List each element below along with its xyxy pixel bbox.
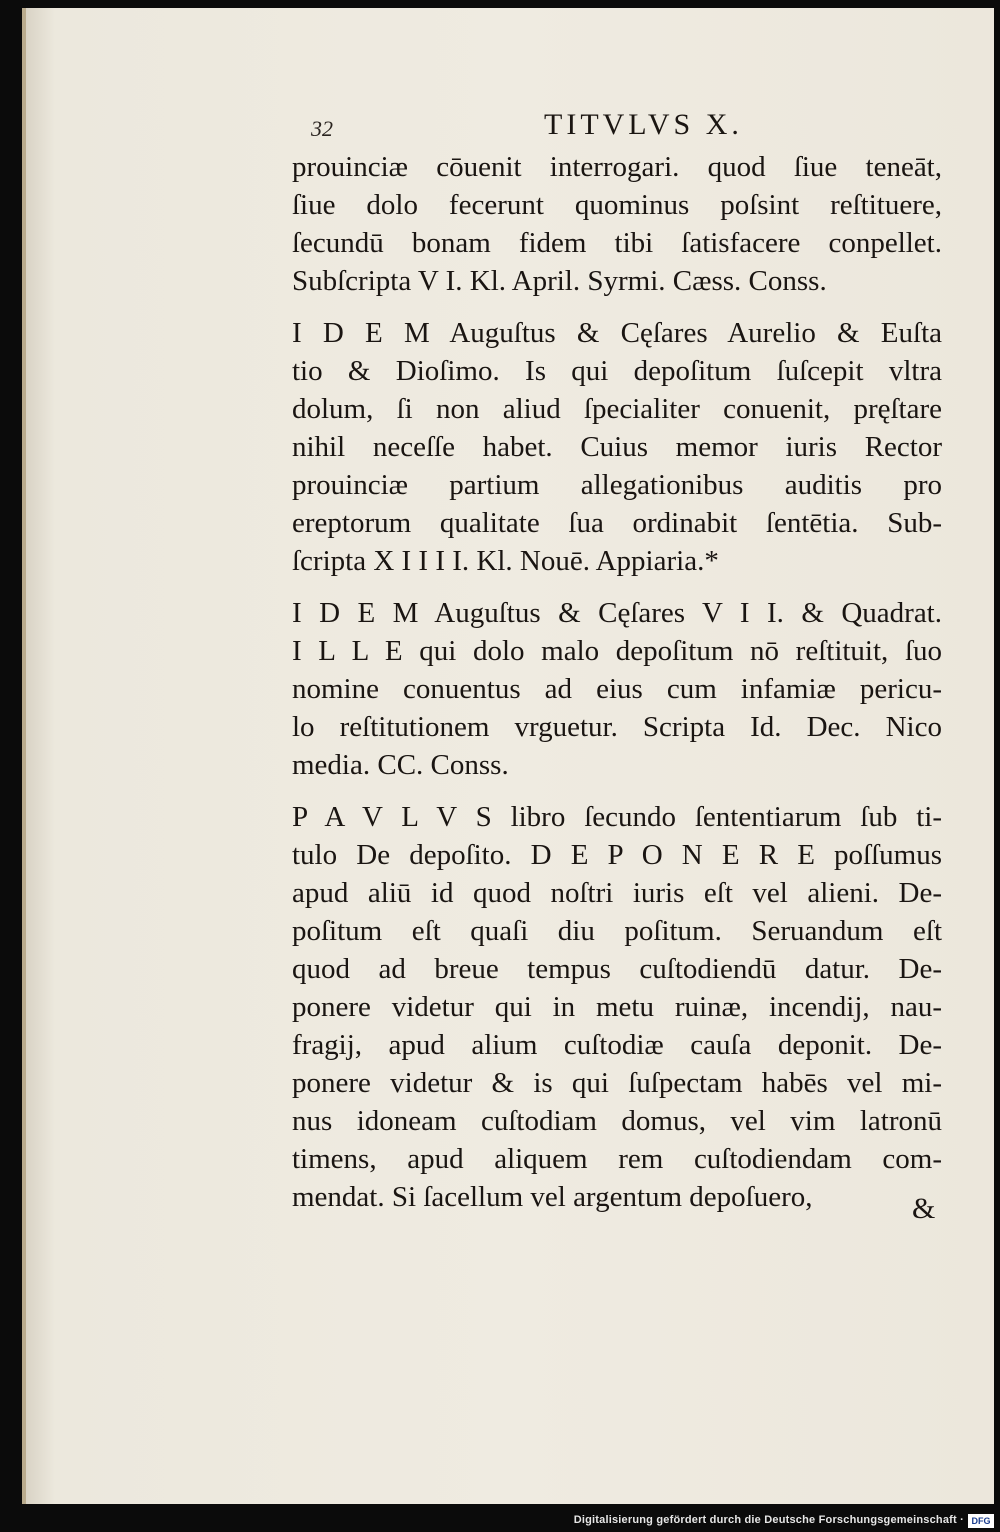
text-line: ſcripta X I I I I. Kl. Nouē. Appiaria.* bbox=[292, 545, 719, 577]
digitization-footer bbox=[0, 1512, 1000, 1532]
funding-note: Digitalisierung gefördert durch die Deutsche Forschungsgemeinschaft · bbox=[573, 1514, 964, 1526]
text-line: nomine conuentus ad eius cum infamiæ pericu- bbox=[292, 673, 942, 705]
text-line: ponere videtur qui in metu ruinæ, incendij, nau- bbox=[292, 991, 942, 1023]
dfg-logo-icon: DFG bbox=[968, 1514, 994, 1528]
text-line: lo reſtitutionem vrguetur. Scripta Id. Dec. Nico bbox=[292, 711, 942, 743]
running-head bbox=[26, 108, 998, 148]
section-title: TITVLVS X. bbox=[544, 108, 743, 141]
text-line: apud aliū id quod noſtri iuris eſt vel alieni. De- bbox=[292, 877, 942, 909]
text-line: ſiue dolo fecerunt quominus poſsint reſtituere, bbox=[292, 189, 942, 221]
text-line: nus idoneam cuſtodiam domus, vel vim latronū bbox=[292, 1105, 942, 1137]
text-line: tio & Dioſimo. Is qui depoſitum ſuſcepit vltra bbox=[292, 355, 942, 387]
text-line: fragij, apud alium cuſtodiæ cauſa deponit. De- bbox=[292, 1029, 942, 1061]
text-line: poſitum eſt quaſi diu poſitum. Seruandum eſt bbox=[292, 915, 942, 947]
text-line: quod ad breue tempus cuſtodiendū datur. De- bbox=[292, 953, 942, 985]
text-line: I L L E qui dolo malo depoſitum nō reſtituit, ſuo bbox=[292, 635, 942, 667]
text-line: dolum, ſi non aliud ſpecialiter conuenit, pręſtare bbox=[292, 393, 942, 425]
page-number: 32 bbox=[311, 116, 333, 141]
text-line: Subſcripta V I. Kl. April. Syrmi. Cæss. Conss. bbox=[292, 265, 827, 297]
text-line: timens, apud aliquem rem cuſtodiendam com- bbox=[292, 1143, 942, 1175]
text-line: mendat. Si ſacellum vel argentum depoſuero, bbox=[292, 1181, 813, 1213]
text-line: I D E M Auguſtus & Cęſares V I I. & Quadrat. bbox=[292, 597, 942, 629]
text-line: ponere videtur & is qui ſuſpectam habēs vel mi- bbox=[292, 1067, 942, 1099]
text-line: ereptorum qualitate ſua ordinabit ſentētia. Sub- bbox=[292, 507, 942, 539]
body-text bbox=[292, 148, 942, 1216]
paragraph-break bbox=[292, 580, 942, 594]
text-line: prouinciæ cōuenit interrogari. quod ſiue teneāt, bbox=[292, 151, 942, 183]
paragraph-break bbox=[292, 784, 942, 798]
text-line: prouinciæ partium allegationibus auditis pro bbox=[292, 469, 942, 501]
text-line: P A V L V S libro ſecundo ſententiarum ſub ti- bbox=[292, 801, 942, 833]
text-line: nihil neceſſe habet. Cuius memor iuris Rector bbox=[292, 431, 942, 463]
paragraph-break bbox=[292, 300, 942, 314]
catchword: & bbox=[912, 1192, 936, 1225]
text-line: tulo De depoſito. D E P O N E R E poſſumus bbox=[292, 839, 942, 871]
text-line: ſecundū bonam fidem tibi ſatisfacere conpellet. bbox=[292, 227, 942, 259]
text-line: media. CC. Conss. bbox=[292, 749, 509, 781]
text-line: I D E M Auguſtus & Cęſares Aurelio & Euſta bbox=[292, 317, 942, 349]
